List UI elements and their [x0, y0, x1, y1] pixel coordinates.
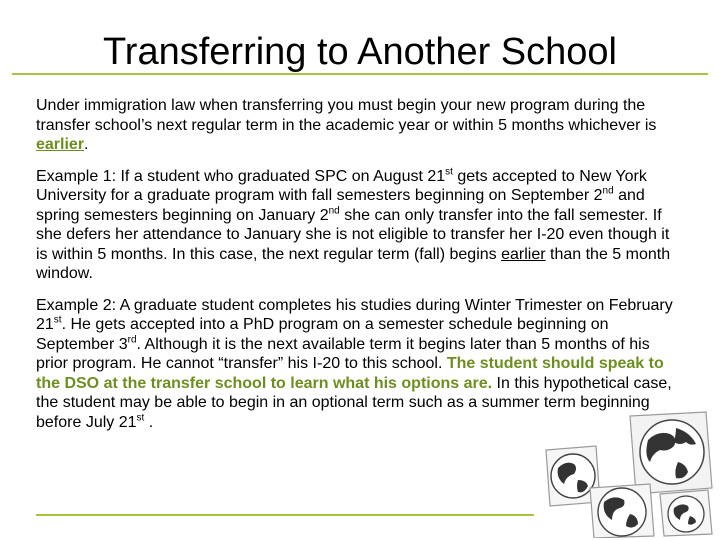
example-1-paragraph [36, 167, 676, 284]
example-1-text: gets accepted to New York University for a graduate program with fall semesters beginning on September 2 [36, 167, 647, 204]
ordinal-suffix: st [53, 314, 62, 326]
earlier-underlined: earlier [501, 245, 546, 263]
intro-text-end: . [84, 136, 89, 153]
intro-text: Under immigration law when transferring you must begin your new program during the transfer school’s next regular term in the academic year or within 5 months whichever is [36, 97, 657, 134]
intro-paragraph [36, 96, 676, 155]
ordinal-suffix: st [445, 166, 453, 178]
example-2-text: . [144, 413, 154, 431]
ordinal-suffix: rd [127, 334, 137, 346]
ordinal-suffix: st [136, 412, 145, 424]
slide-title: Transferring to Another School [103, 31, 617, 73]
ordinal-suffix: nd [328, 205, 340, 217]
example-1-text: Example 1: If a student who graduated SPC on August 21 [36, 167, 446, 185]
title-divider [12, 73, 708, 75]
example-1-text: she can only transfer into the fall semester. If she defers her attendance to January she is not eligible to transfer her I-20 even though it is within 5 months. In this case, the next regular term (fall) begins [36, 206, 670, 263]
earlier-emphasis: earlier [36, 136, 85, 153]
globe-cubes-icon [538, 410, 716, 538]
bottom-divider [36, 514, 534, 516]
slide-body [36, 96, 676, 444]
dso-advice-highlight: The student should speak to the DSO at the transfer school to learn what his options are. [36, 355, 664, 392]
example-2-text: . Although it is the next available term it begins later than 5 months of his prior program. He cannot “transfer” his I-20 to this school. [36, 335, 650, 372]
example-1-text: and spring semesters beginning on January 2 [36, 187, 645, 224]
example-1-text: than the 5 month window. [36, 245, 671, 282]
example-2-text: In this hypothetical case, the student may be able to begin in an optional term such as a summer term beginning before July 21 [36, 374, 672, 431]
example-2-text: Example 2: A graduate student completes his studies during Winter Trimester on February 21 [36, 296, 673, 333]
example-2-text: . He gets accepted into a PhD program on a semester schedule beginning on September 3 [36, 316, 609, 353]
ordinal-suffix: nd [602, 185, 614, 197]
